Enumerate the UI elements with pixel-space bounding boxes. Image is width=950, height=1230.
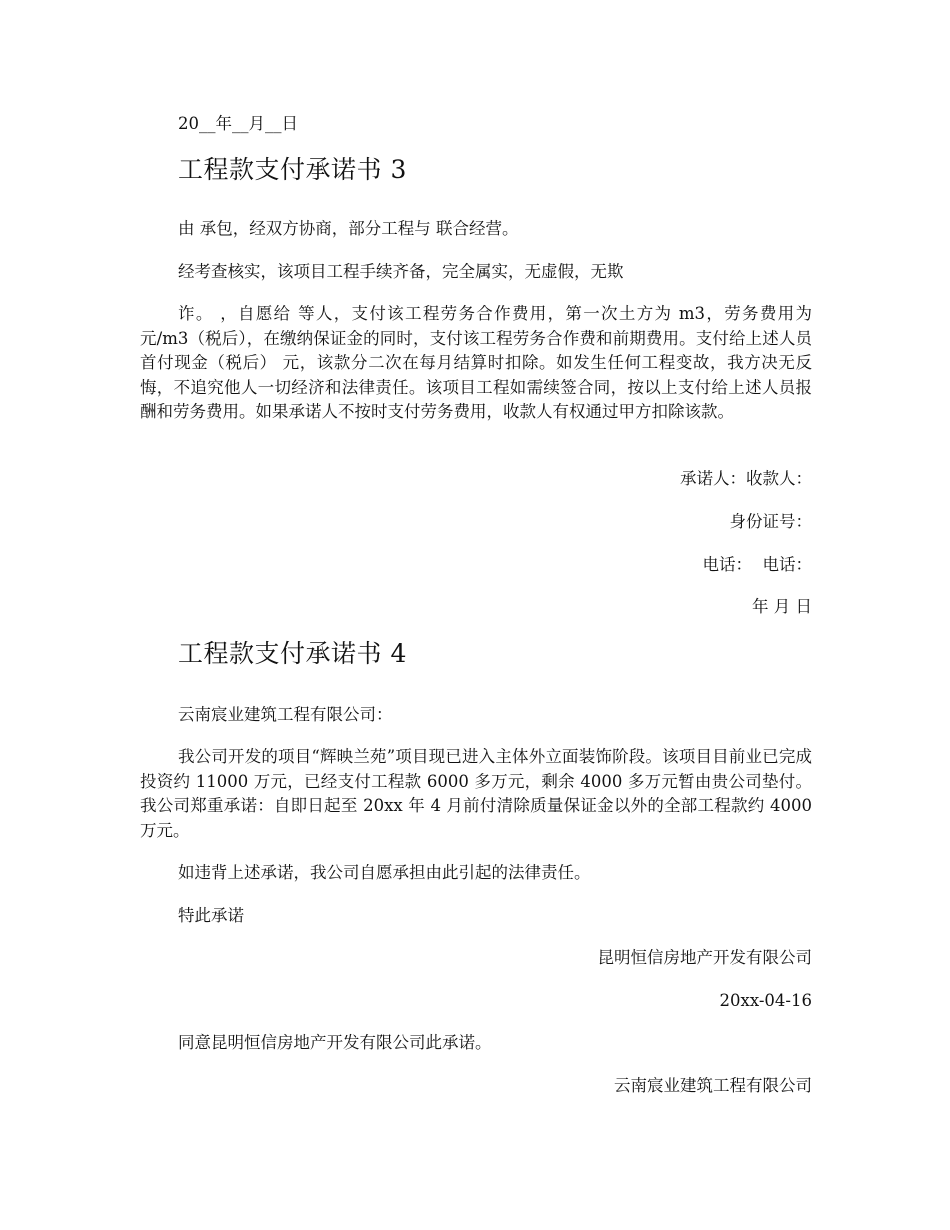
section-3-paragraph-3 xyxy=(140,302,812,425)
id-number-label: 身份证号： xyxy=(729,512,812,531)
consent-statement: 同意昆明恒信房地产开发有限公司此承诺。 xyxy=(178,1033,492,1052)
phone-labels: 电话： 电话： xyxy=(702,555,812,574)
section-4-paragraph-1 xyxy=(140,745,812,843)
section-3-paragraph-1: 由 承包，经双方协商，部分工程与 联合经营。 xyxy=(178,219,519,238)
signature-parties: 承诺人：收款人： xyxy=(680,469,812,488)
section-4-paragraph-1-text: 我公司开发的项目“辉映兰苑”项目现已进入主体外立面装饰阶段。该项目目前业已完成投资约 11000 万元，已经支付工程款 6000 多万元，剩余 4000 多万元暂由贵公司垫付。我公司郑重承诺：自即日起至 20xx 年 4 月前付清除质量保证金以外的全部工程款约 4000 万元。 xyxy=(140,747,812,840)
section-3-title: 工程款支付承诺书 3 xyxy=(178,155,407,184)
section-3-paragraph-2: 经考查核实，该项目工程手续齐备，完全属实，无虚假，无欺 xyxy=(178,262,624,281)
section-3-paragraph-3-text: 诈。 ，自愿给 等人，支付该工程劳务合作费用，第一次土方为 m3，劳务费用为元/m3（税后），在缴纳保证金的同时，支付该工程劳务合作费和前期费用。支付给上述人员首付现金（税后） 元，该款分二次在每月结算时扣除。如发生任何工程变故，我方决无反悔，不追究他人一切经济和法律责任。该项目工程如需续签合同，按以上支付给上述人员报酬和劳务费用。如果承诺人不按时支付劳务费用，收款人有权通过甲方扣除该款。 xyxy=(140,304,812,421)
consent-signer-company: 云南宸业建筑工程有限公司 xyxy=(614,1076,812,1095)
date-line: 20__年__月__日 xyxy=(178,114,298,133)
signer-company: 昆明恒信房地产开发有限公司 xyxy=(597,948,812,967)
addressee: 云南宸业建筑工程有限公司： xyxy=(178,705,393,724)
section-4-title: 工程款支付承诺书 4 xyxy=(178,639,407,668)
section-4-paragraph-2: 如违背上述承诺，我公司自愿承担由此引起的法律责任。 xyxy=(178,863,591,882)
closing-statement: 特此承诺 xyxy=(178,906,244,925)
signature-date: 年 月 日 xyxy=(752,597,812,616)
signer-date: 20xx-04-16 xyxy=(719,991,812,1010)
